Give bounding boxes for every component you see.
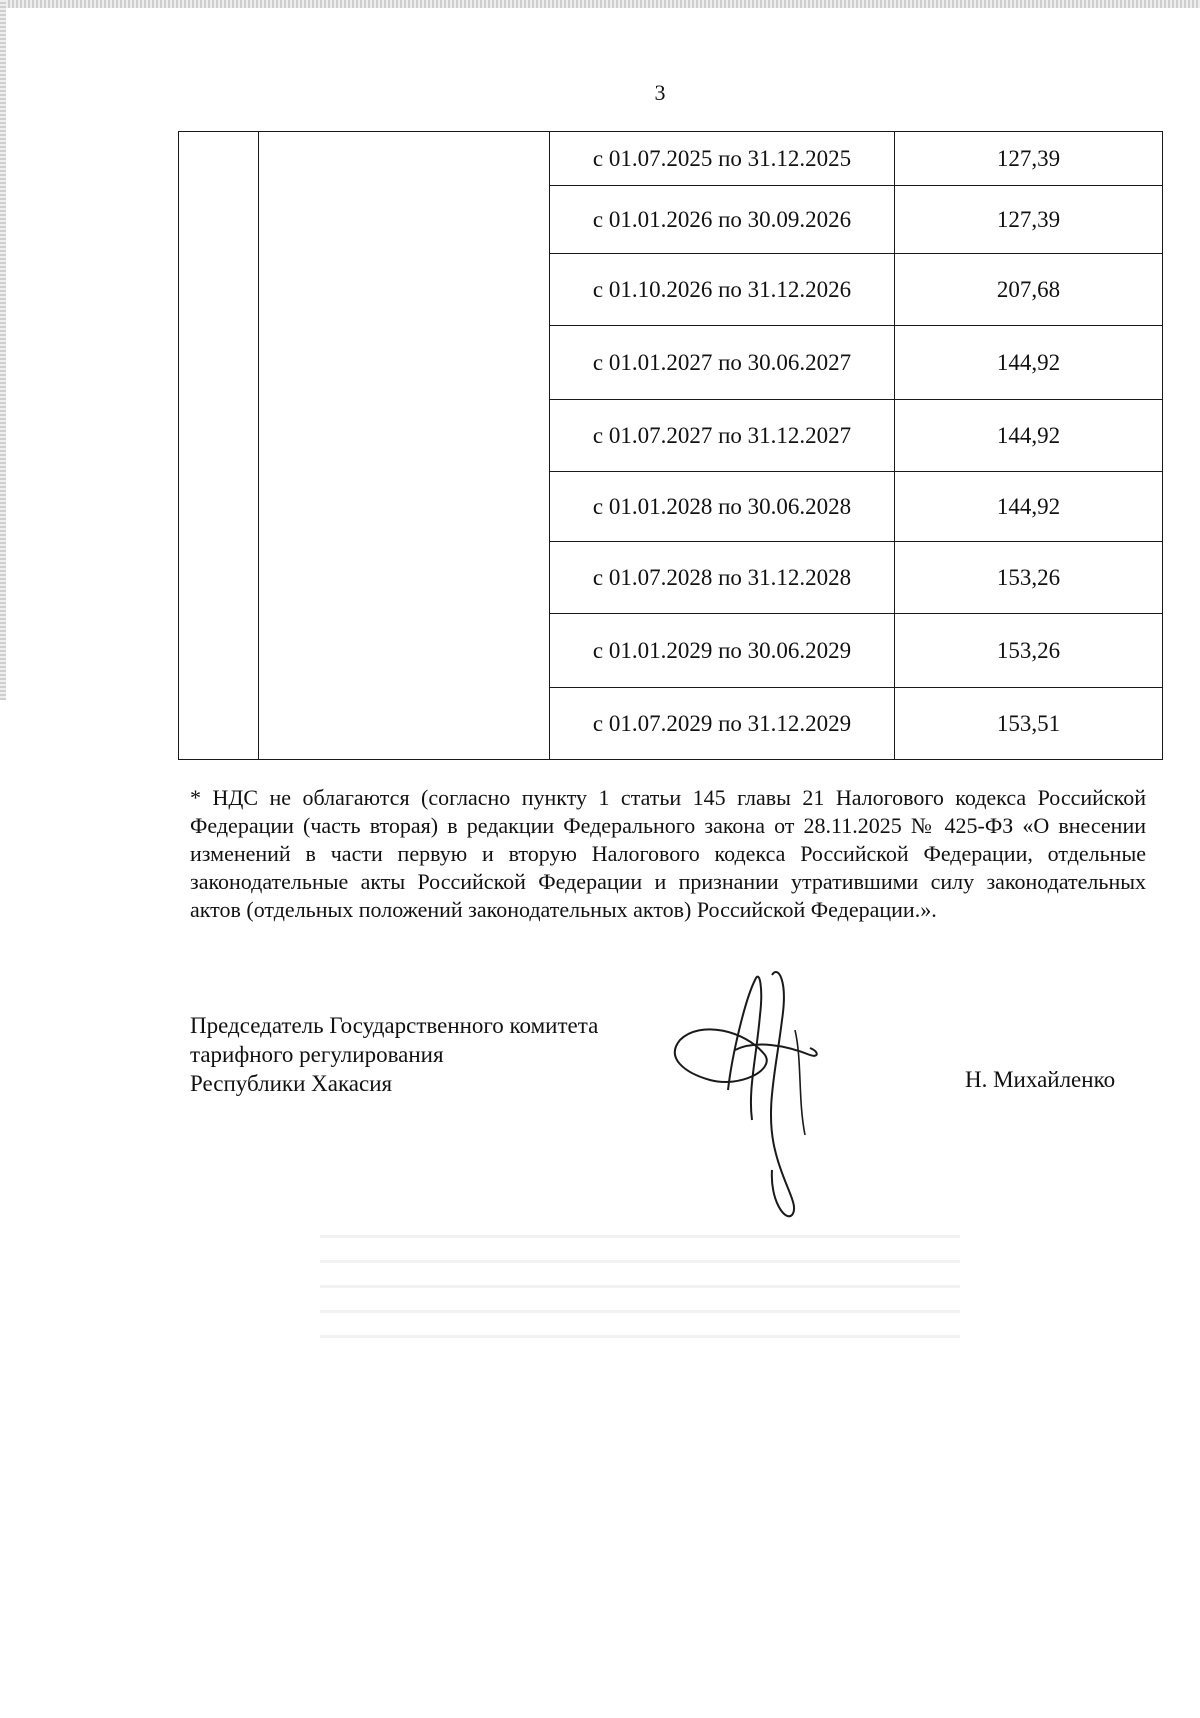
bleed-through-artifact xyxy=(320,1220,960,1360)
scan-edge-top xyxy=(0,0,1200,8)
period-cell: с 01.07.2028 по 31.12.2028 xyxy=(550,542,895,614)
name-cell xyxy=(259,132,550,760)
period-cell: с 01.01.2029 по 30.06.2029 xyxy=(550,614,895,688)
signatory-title-line: тарифного регулирования xyxy=(190,1042,444,1067)
signatory-title xyxy=(190,1011,598,1098)
signatory-title-line: Председатель Государственного комитета xyxy=(190,1013,599,1038)
signatory-title-line: Республики Хакасия xyxy=(190,1071,393,1096)
period-cell: с 01.01.2027 по 30.06.2027 xyxy=(550,326,895,400)
tariff-value-cell: 144,92 xyxy=(895,472,1163,542)
table-row xyxy=(179,132,1163,186)
tariff-value-cell: 127,39 xyxy=(895,132,1163,186)
number-cell xyxy=(179,132,259,760)
tariff-value-cell: 144,92 xyxy=(895,400,1163,472)
period-cell: с 01.07.2029 по 31.12.2029 xyxy=(550,688,895,760)
tariff-table-body xyxy=(179,132,1163,760)
period-cell: с 01.01.2028 по 30.06.2028 xyxy=(550,472,895,542)
tariff-value-cell: 153,51 xyxy=(895,688,1163,760)
period-cell: с 01.07.2025 по 31.12.2025 xyxy=(550,132,895,186)
tariff-value-cell: 127,39 xyxy=(895,186,1163,254)
vat-footnote: * НДС не облагаются (согласно пункту 1 статьи 145 главы 21 Налогового кодекса Российской Федерации (часть вторая) в редакции Федерального закона от 28.11.2025 № 425-ФЗ «О внесении изменений в части первую и вторую Налогового кодекса Российской Федерации, отдельные законодательные акты Российской Федерации и признании утратившими силу законодательных актов (отдельных положений законодательных актов) Российской Федерации.». xyxy=(190,785,1146,922)
period-cell: с 01.07.2027 по 31.12.2027 xyxy=(550,400,895,472)
page-number: 3 xyxy=(654,80,666,105)
tariff-value-cell: 207,68 xyxy=(895,254,1163,326)
period-cell: с 01.10.2026 по 31.12.2026 xyxy=(550,254,895,326)
tariff-value-cell: 153,26 xyxy=(895,614,1163,688)
scan-edge-left xyxy=(0,0,6,700)
period-cell: с 01.01.2026 по 30.09.2026 xyxy=(550,186,895,254)
tariff-value-cell: 144,92 xyxy=(895,326,1163,400)
tariff-table xyxy=(178,131,1163,760)
tariff-value-cell: 153,26 xyxy=(895,542,1163,614)
handwritten-signature-icon xyxy=(660,960,830,1220)
signatory-name: Н. Михайленко xyxy=(965,1067,1116,1092)
